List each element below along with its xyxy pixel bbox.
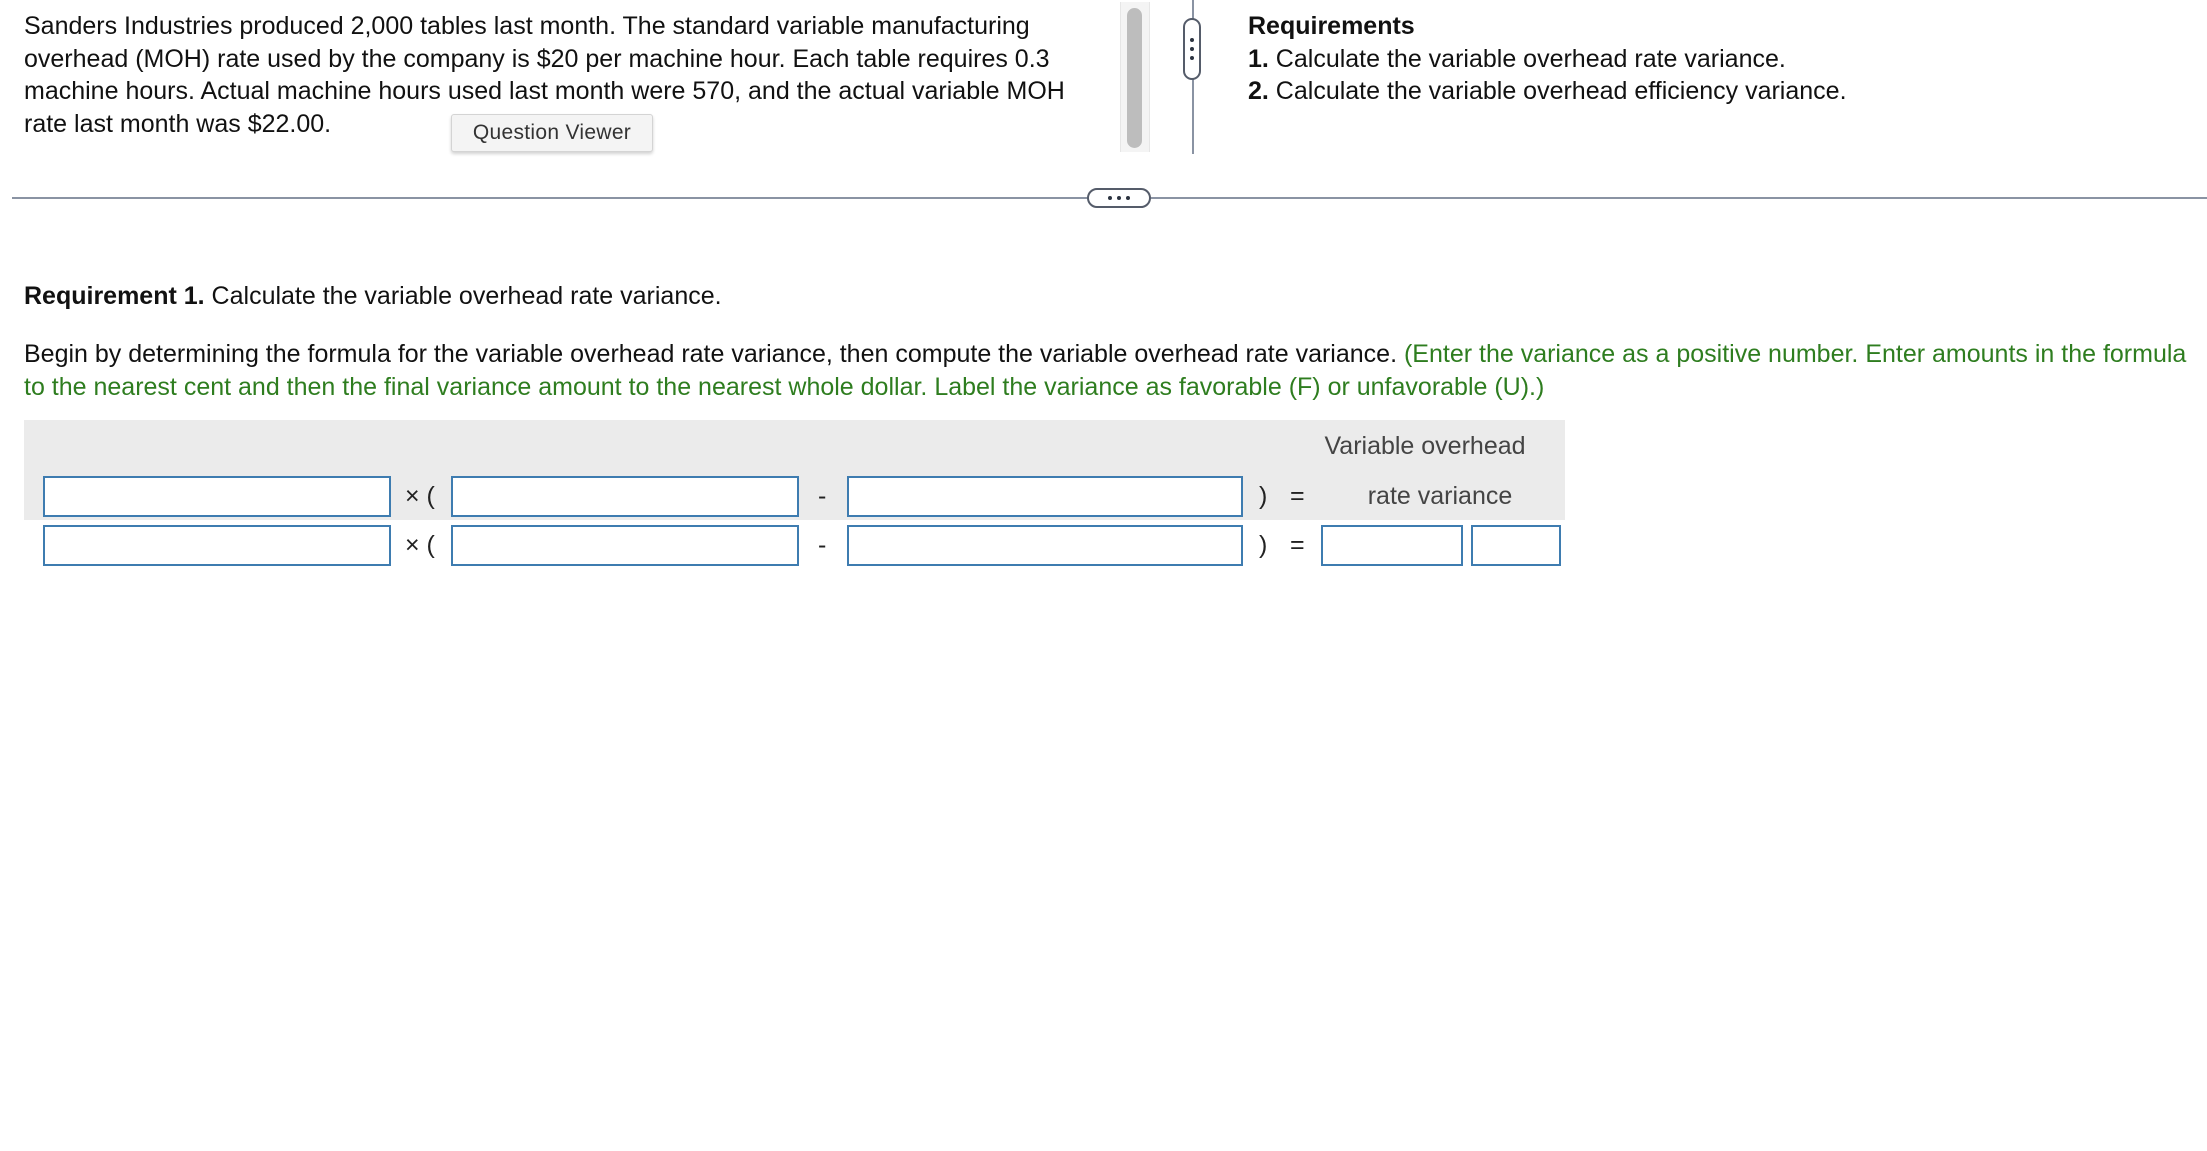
dot-icon <box>1108 196 1112 200</box>
dot-icon <box>1190 47 1194 51</box>
times-open-paren: × ( <box>405 482 435 510</box>
equals-sign: = <box>1290 531 1305 559</box>
horizontal-splitter-handle[interactable] <box>1087 188 1151 208</box>
result-header-line2: rate variance <box>1367 482 1513 510</box>
result-header-line1: Variable overhead <box>1324 432 1526 460</box>
scrollbar-thumb[interactable] <box>1127 8 1142 148</box>
dot-icon <box>1117 196 1121 200</box>
dot-icon <box>1190 56 1194 60</box>
problem-line: Sanders Industries produced 2,000 tables last month. The standard variable manufacturing <box>24 12 1030 40</box>
instruction-note: (Enter the variance as a positive number. Enter amounts in the formula to the nearest cent and then the final variance amount to the nearest whole dollar. Label the variance as favorable (F) or unfavorable (U).) <box>24 340 2187 401</box>
requirement-number: 2. <box>1248 77 1269 105</box>
instruction-text: Begin by determining the formula for the variable overhead rate variance, then compute the variable overhead rate variance. <box>24 340 1404 368</box>
question-viewer-button[interactable]: Question Viewer <box>451 114 653 152</box>
equals-sign: = <box>1290 482 1305 510</box>
dot-icon <box>1190 38 1194 42</box>
vertical-splitter-handle[interactable] <box>1183 18 1201 80</box>
row1-input-1[interactable] <box>43 476 391 517</box>
requirement-1-label: Requirement 1. <box>24 282 205 310</box>
requirement-1-heading <box>24 280 722 312</box>
requirement-item <box>1248 43 1847 76</box>
requirements-panel <box>1248 10 1847 108</box>
problem-line: overhead (MOH) rate used by the company is $20 per machine hour. Each table requires 0.3 <box>24 44 1050 73</box>
variance-amount-input[interactable] <box>1321 525 1463 566</box>
minus-sign: - <box>818 531 827 559</box>
variance-label-input[interactable] <box>1471 525 1561 566</box>
times-open-paren: × ( <box>405 531 435 559</box>
row1-input-3[interactable] <box>847 476 1243 517</box>
minus-sign: - <box>818 482 827 510</box>
requirement-number: 1. <box>1248 44 1269 73</box>
row2-input-1[interactable] <box>43 525 391 566</box>
row2-input-2[interactable] <box>451 525 799 566</box>
requirement-text: Calculate the variable overhead efficiency variance. <box>1268 77 1847 105</box>
row2-input-3[interactable] <box>847 525 1243 566</box>
close-paren: ) <box>1259 531 1268 559</box>
dot-icon <box>1126 196 1130 200</box>
requirement-item <box>1248 75 1847 108</box>
problem-line: machine hours. Actual machine hours used last month were 570, and the actual variable MOH <box>24 77 1065 105</box>
row1-input-2[interactable] <box>451 476 799 517</box>
problem-line: rate last month was $22.00. <box>24 109 332 138</box>
requirements-title: Requirements <box>1248 12 1415 40</box>
requirement-text: Calculate the variable overhead rate variance. <box>1268 44 1786 73</box>
requirement-1-text: Calculate the variable overhead rate variance. <box>204 282 722 310</box>
instructions <box>24 338 2194 403</box>
close-paren: ) <box>1259 482 1268 510</box>
